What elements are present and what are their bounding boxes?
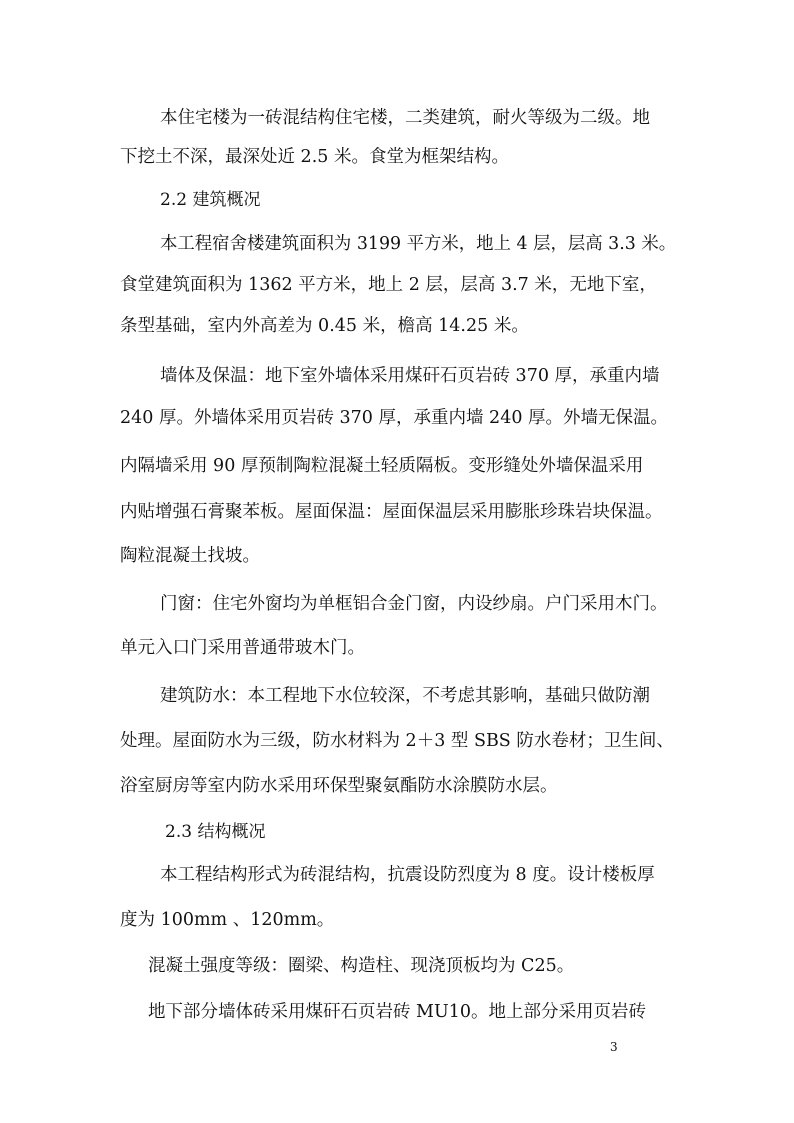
- paragraph-line: 内隔墙采用 90 厚预制陶粒混凝土轻质隔板。变形缝处外墙保温采用: [120, 456, 644, 476]
- section-heading-2-2: 2.2 建筑概况: [160, 190, 261, 210]
- paragraph-line: 下挖土不深，最深处近 2.5 米。食堂为框架结构。: [120, 147, 509, 167]
- paragraph-line: 浴室厨房等室内防水采用环保型聚氨酯防水涂膜防水层。: [120, 776, 558, 796]
- paragraph-line: 门窗：住宅外窗均为单框铝合金门窗，内设纱扇。户门采用木门。: [160, 594, 668, 614]
- section-heading-2-3: 2.3 结构概况: [165, 822, 266, 842]
- paragraph-line: 条型基础，室内外高差为 0.45 米，檐高 14.25 米。: [120, 316, 529, 336]
- paragraph-line: 食堂建筑面积为 1362 平方米，地上 2 层，层高 3.7 米，无地下室，: [120, 275, 657, 295]
- paragraph-line: 度为 100mm 、120mm。: [120, 910, 335, 930]
- paragraph-line: 本住宅楼为一砖混结构住宅楼，二类建筑，耐火等级为二级。地: [160, 108, 650, 128]
- paragraph-line: 内贴增强石膏聚苯板。屋面保温：屋面保温层采用膨胀珍珠岩块保温。: [120, 502, 663, 522]
- paragraph-line: 墙体及保温：地下室外墙体采用煤矸石页岩砖 370 厚，承重内墙: [160, 366, 660, 386]
- page-number: 3: [610, 1040, 618, 1054]
- paragraph-line: 本工程宿舍楼建筑面积为 3199 平方米，地上 4 层，层高 3.3 米。: [160, 234, 677, 254]
- paragraph-line: 建筑防水：本工程地下水位较深，不考虑其影响，基础只做防潮: [160, 686, 650, 706]
- paragraph-line: 本工程结构形式为砖混结构，抗震设防烈度为 8 度。设计楼板厚: [160, 865, 655, 885]
- paragraph-line: 地下部分墙体砖采用煤矸石页岩砖 MU10。地上部分采用页岩砖: [148, 1002, 646, 1022]
- paragraph-line: 单元入口门采用普通带玻木门。: [120, 638, 365, 658]
- paragraph-line: 混凝土强度等级：圈梁、构造柱、现浇顶板均为 C25。: [148, 956, 575, 976]
- paragraph-line: 处理。屋面防水为三级，防水材料为 2＋3 型 SBS 防水卷材；卫生间、: [120, 731, 674, 751]
- paragraph-line: 240 厚。外墙体采用页岩砖 370 厚，承重内墙 240 厚。外墙无保温。: [120, 408, 669, 428]
- paragraph-line: 陶粒混凝土找坡。: [120, 546, 260, 566]
